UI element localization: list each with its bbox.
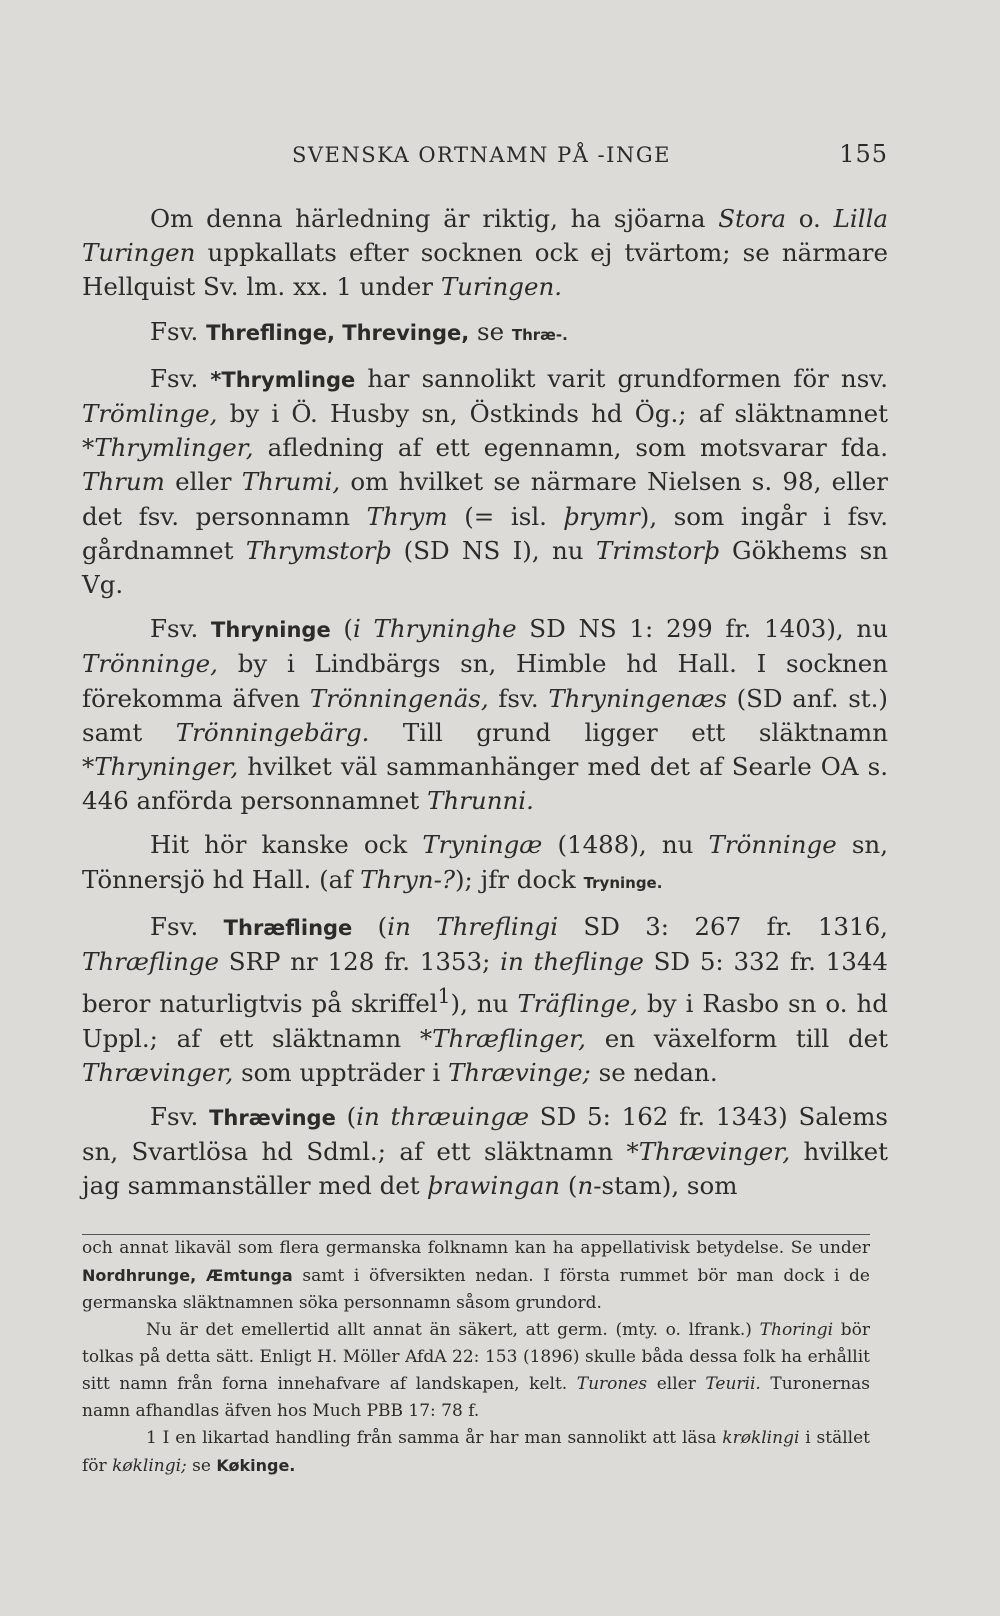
folk-name: Turones <box>576 1373 648 1394</box>
text-run: Gökhems sn Vg. <box>82 535 888 600</box>
personal-name: Thrym <box>366 501 448 531</box>
text-run: SRP nr 128 fr. 1353; <box>219 947 501 977</box>
running-head <box>82 140 888 168</box>
clan-name: *Thrævinger, <box>626 1137 791 1167</box>
text-run: (1488), nu <box>542 830 709 860</box>
footnotes <box>82 1234 870 1480</box>
folk-name: Thoringi <box>759 1319 834 1340</box>
place-name: Trimstorþ <box>595 535 720 565</box>
footnote-continuation <box>82 1235 870 1317</box>
personal-name: þrawingan <box>427 1171 561 1201</box>
paragraph-turingen <box>82 202 888 305</box>
text-run: ), som ingår i fsv. gårdnamnet <box>82 501 888 565</box>
cross-reference: Tryninge. <box>583 873 663 892</box>
text-run: hvilket jag sammanställer med det <box>82 1137 888 1201</box>
place-name: Träflinge, <box>517 989 639 1019</box>
place-name: Thrævinge; <box>448 1057 591 1087</box>
text-run: (= isl. <box>447 501 564 531</box>
entry-thrymlinge <box>82 362 888 602</box>
text-run: bör tolkas på detta sätt. Enligt H. Möller AfdA 22: 153 (1896) skulle båda dessa folk ha erhållit sitt namn från forna innehafvare af landskapen, kelt. <box>82 1319 870 1394</box>
text-run: i stället för <box>82 1427 871 1476</box>
clan-name: *Thrymlinger, <box>82 433 254 463</box>
text-run: ( <box>335 1102 357 1132</box>
text-run: ( <box>330 614 353 644</box>
entry-headword: Thryninge <box>211 618 331 643</box>
folk-name: Teurii. <box>705 1373 761 1394</box>
clan-name: Thrævinger, <box>82 1057 234 1087</box>
text-run: se nedan. <box>590 1057 718 1087</box>
cross-reference: Køkinge. <box>216 1455 296 1475</box>
place-name: Thrymstorþ <box>245 535 392 565</box>
entry-thraevinge <box>82 1100 888 1204</box>
place-name: Thryningenæs <box>548 683 727 713</box>
text-run: SD 3: 267 fr. 1316, <box>558 911 888 941</box>
place-name: Thræflinge <box>82 947 219 977</box>
text-run: by i Rasbo sn o. hd Uppl.; af ett släktnamn <box>82 989 888 1053</box>
place-name: Stora <box>718 204 786 233</box>
text-run: afledning af ett egennamn, som motsvarar fda. <box>253 433 888 463</box>
place-name: Tryningæ <box>422 830 543 860</box>
personal-name: þrymr <box>563 501 640 531</box>
entry-headword: Thræflinge <box>223 915 353 940</box>
footnote-paragraph <box>82 1317 870 1425</box>
text-run: SD NS 1: 299 fr. 1403), nu <box>516 614 888 644</box>
text-run: by i Ö. Husby sn, Östkinds hd Ög.; af släktnamnet <box>217 399 888 429</box>
text-run: ), nu <box>450 989 518 1019</box>
entry-threflinge <box>82 315 888 352</box>
text-run: Nu är det emellertid allt annat än säkert, att germ. (mty. o. lfrank.) <box>146 1319 760 1340</box>
place-name: Trönningebärg. <box>175 717 370 747</box>
text-run: Fsv. <box>150 614 212 644</box>
text-run: Fsv. <box>150 1102 210 1132</box>
name-element: Thryn-? <box>360 864 455 894</box>
text-run: ( <box>352 911 388 941</box>
place-name: krøklingi <box>722 1427 800 1448</box>
personal-name: Thrumi, <box>241 467 341 497</box>
text-run: Hit hör kanske ock <box>150 830 423 860</box>
text-run: ( <box>560 1171 578 1201</box>
running-title: SVENSKA ORTNAMN PÅ -INGE <box>292 143 671 167</box>
place-name: in thræuingæ <box>356 1102 530 1132</box>
text-run: och annat likaväl som flera germanska folknamn kan ha appellativisk betydelse. Se under <box>82 1237 870 1258</box>
personal-name: Thrum <box>82 467 165 497</box>
text-run: hvilket väl sammanhänger med det af Searle OA s. 446 anförda personnamnet <box>82 752 888 816</box>
text-run: Om denna härledning är riktig, ha sjöarna <box>150 204 719 233</box>
text-run: (SD NS I), nu <box>391 535 596 565</box>
place-name: Trömlinge, <box>82 399 218 429</box>
entry-headword: Threflinge, Threvinge, <box>206 320 470 345</box>
text-run: eller <box>647 1373 706 1394</box>
place-name: Trönningenäs, <box>309 683 489 713</box>
text-run: sn, Tönnersjö hd Hall. (af <box>82 830 888 894</box>
text-run: SD 5: 162 fr. 1343) Salems sn, Svartlösa hd Sdml.; af ett släktnamn <box>82 1102 889 1167</box>
text-run: fsv. <box>488 683 549 713</box>
place-name: in theflinge <box>500 947 644 977</box>
text-run: en växelform till det <box>585 1023 888 1053</box>
stem-letter: n <box>577 1171 594 1201</box>
text-run: samt i öfversikten nedan. I första rummet bör man dock i de germanska släktnamnen söka personnamn såsom grundord. <box>82 1265 870 1313</box>
personal-name: Thrunni. <box>427 786 534 816</box>
text-run: o. <box>785 204 834 233</box>
place-name: i Thryninghe <box>353 614 517 644</box>
text-run: ); jfr dock <box>455 864 584 894</box>
entry-headword: Thrævinge <box>209 1106 336 1131</box>
text-run: om hvilket se närmare Nielsen s. 98, eller det fsv. personnamn <box>82 467 888 531</box>
text-run: uppkallats efter socknen ock ej tvärtom; se närmare Hellquist Sv. lm. xx. 1 under <box>82 238 888 302</box>
place-name: Trönninge, <box>82 649 218 679</box>
text-run: har sannolikt varit grundformen för nsv. <box>355 363 888 393</box>
text-run: Fsv. <box>150 911 224 941</box>
entry-thraeflinge <box>82 910 888 1090</box>
entry-thryninge <box>82 612 888 818</box>
text-run: Till grund ligger ett släktnamn <box>369 717 889 747</box>
place-name: køklingi; <box>112 1455 187 1476</box>
text-run: eller <box>164 467 242 497</box>
clan-name: *Thryninger, <box>82 752 239 782</box>
text-run: by i Lindbärgs sn, Himble hd Hall. I socknen förekomma äfven <box>82 649 888 713</box>
cross-reference: Thræ-. <box>511 325 568 344</box>
main-text <box>82 202 888 1204</box>
text-run: Fsv. <box>150 363 211 393</box>
text-run: se <box>469 316 512 346</box>
page-number: 155 <box>839 140 888 168</box>
place-name: Turingen. <box>440 272 563 302</box>
text-run: -stam), som <box>593 1171 738 1201</box>
footnote-marker: 1 <box>437 984 451 1009</box>
cross-reference: Nordhrunge, Æmtunga <box>82 1265 293 1285</box>
clan-name: *Thræflinger, <box>419 1023 586 1053</box>
place-name: Trönninge <box>708 830 837 860</box>
text-run: Fsv. <box>150 316 207 346</box>
text-run: SD 5: 332 fr. 1344 beror naturligtvis på skriffel <box>82 947 888 1019</box>
text-run: Turonernas namn afhandlas äfven hos Much PBB 17: 78 f. <box>82 1373 871 1421</box>
text-run: som uppträder i <box>233 1057 449 1087</box>
text-run: se <box>186 1455 217 1476</box>
footnote-1 <box>82 1425 870 1480</box>
paragraph-tryningae <box>82 828 888 899</box>
text-run: (SD anf. st.) samt <box>82 683 888 747</box>
entry-headword: *Thrymlinge <box>210 367 356 392</box>
place-name: in Threflingi <box>387 911 559 941</box>
text-run: 1 I en likartad handling från samma år har man sannolikt att läsa <box>146 1427 723 1448</box>
place-name: Lilla Turingen <box>82 204 889 268</box>
